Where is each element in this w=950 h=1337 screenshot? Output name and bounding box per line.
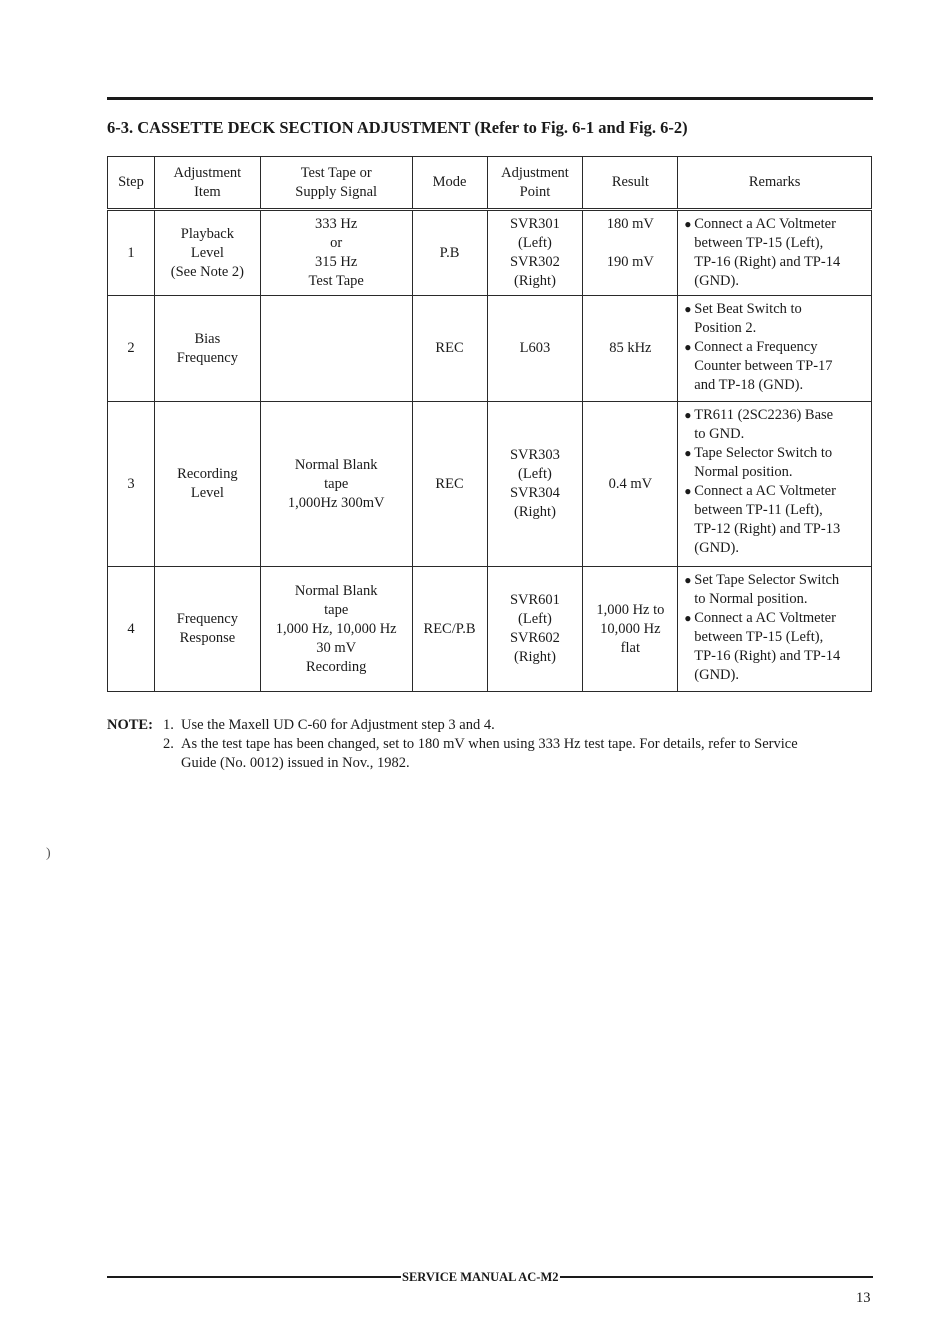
remarks-cell [678, 567, 872, 692]
table-row [108, 210, 872, 296]
header-remarks: Remarks [678, 157, 872, 210]
step-cell: 1 [108, 210, 155, 296]
note-label: NOTE: [107, 717, 153, 733]
footer-rule-right [560, 1276, 873, 1278]
mode-cell: REC [412, 402, 487, 567]
adjustment-table [107, 156, 872, 692]
stray-mark: ) [46, 846, 51, 861]
header-step: Step [108, 157, 155, 210]
tape-cell: Normal Blank tape 1,000Hz 300mV [260, 402, 412, 567]
footer [107, 1269, 873, 1285]
bullet-icon: ● [684, 340, 692, 354]
bullet-icon: ● [684, 408, 692, 422]
header-adjustment-item: Adjustment Item [154, 157, 260, 210]
remark-item: ● Set Tape Selector Switch to Normal position. [684, 572, 840, 607]
bullet-icon: ● [684, 302, 692, 316]
header-result: Result [583, 157, 678, 210]
remark-item: ● Connect a AC Voltmeter between TP-11 (Left), TP-12 (Right) and TP-13 (GND). [684, 483, 841, 556]
remark-item: ● TR611 (2SC2236) Base to GND. [684, 407, 834, 442]
remarks-cell [678, 210, 872, 296]
bullet-icon: ● [684, 573, 692, 587]
table-row [108, 296, 872, 402]
footer-rule-left [107, 1276, 401, 1278]
mode-cell: P.B [412, 210, 487, 296]
step-cell: 4 [108, 567, 155, 692]
result-cell: 85 kHz [583, 296, 678, 402]
step-cell: 3 [108, 402, 155, 567]
remark-item: ● Connect a AC Voltmeter between TP-15 (Left), TP-16 (Right) and TP-14 (GND). [684, 216, 841, 289]
header-test-tape: Test Tape or Supply Signal [260, 157, 412, 210]
header-mode: Mode [412, 157, 487, 210]
mode-cell: REC [412, 296, 487, 402]
result-cell: 1,000 Hz to 10,000 Hz flat [583, 567, 678, 692]
result-cell: 0.4 mV [583, 402, 678, 567]
section-title: 6-3. CASSETTE DECK SECTION ADJUSTMENT (Refer to Fig. 6-1 and Fig. 6-2) [107, 118, 688, 137]
top-rule [107, 97, 873, 100]
tape-cell: Normal Blank tape 1,000 Hz, 10,000 Hz 30 mV Recording [260, 567, 412, 692]
bullet-icon: ● [684, 217, 692, 231]
step-cell: 2 [108, 296, 155, 402]
item-cell: Frequency Response [154, 567, 260, 692]
point-cell: SVR303 (Left) SVR304 (Right) [487, 402, 583, 567]
remark-item: ● Set Beat Switch to Position 2. [684, 301, 802, 336]
table-row [108, 567, 872, 692]
item-cell: Recording Level [154, 402, 260, 567]
point-cell: L603 [487, 296, 583, 402]
point-cell: SVR301 (Left) SVR302 (Right) [487, 210, 583, 296]
tape-cell: 333 Hz or 315 Hz Test Tape [260, 210, 412, 296]
bullet-icon: ● [684, 611, 692, 625]
header-adjustment-point: Adjustment Point [487, 157, 583, 210]
item-cell: Playback Level (See Note 2) [154, 210, 260, 296]
remark-item: ● Connect a Frequency Counter between TP-17 and TP-18 (GND). [684, 339, 833, 393]
page-number: 13 [856, 1290, 871, 1306]
remark-item: ● Tape Selector Switch to Normal position. [684, 445, 833, 480]
bullet-icon: ● [684, 484, 692, 498]
table-row [108, 402, 872, 567]
footer-title: SERVICE MANUAL AC-M2 [402, 1269, 559, 1284]
item-cell: Bias Frequency [154, 296, 260, 402]
remarks-cell [678, 402, 872, 567]
header-row [108, 157, 872, 210]
result-cell: 180 mV 190 mV [583, 210, 678, 296]
mode-cell: REC/P.B [412, 567, 487, 692]
bullet-icon: ● [684, 446, 692, 460]
tape-cell [260, 296, 412, 402]
remark-item: ● Connect a AC Voltmeter between TP-15 (Left), TP-16 (Right) and TP-14 (GND). [684, 610, 841, 683]
point-cell: SVR601 (Left) SVR602 (Right) [487, 567, 583, 692]
remarks-cell [678, 296, 872, 402]
